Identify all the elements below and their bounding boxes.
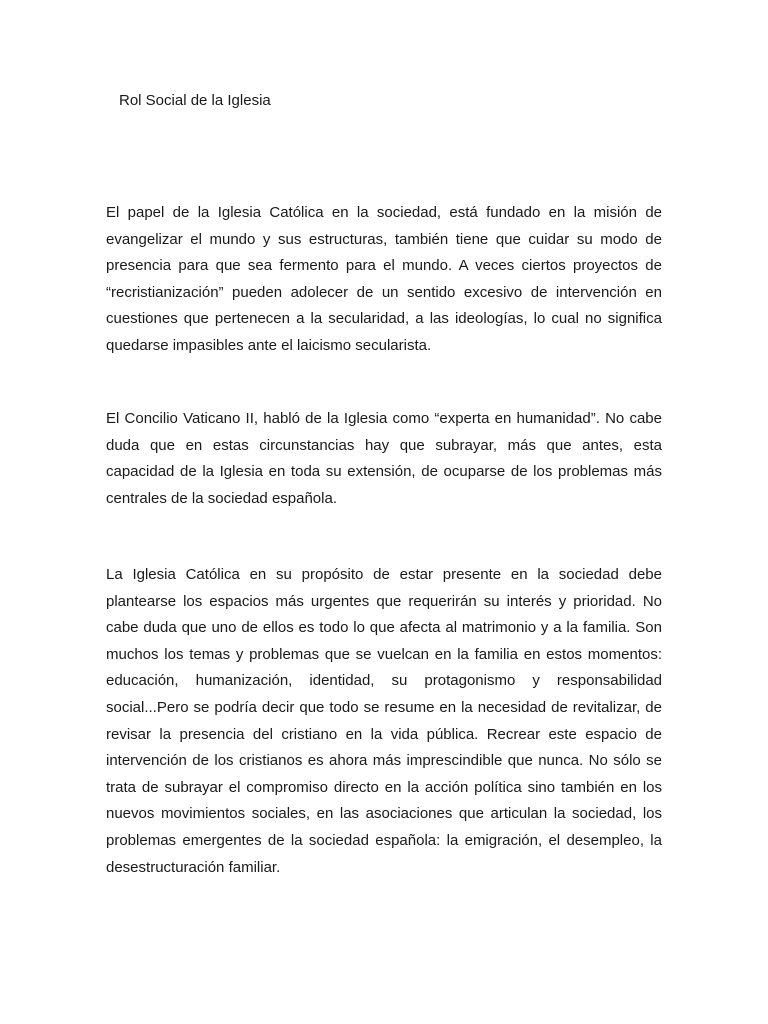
paragraph-2: El Concilio Vaticano II, habló de la Iglesia como “experta en humanidad”. No cabe duda que en estas circunstancias hay que subrayar, más que antes, esta capacidad de la Iglesia en toda su extensión, de ocuparse de los problemas más centrales de la sociedad española.	[106, 410, 662, 507]
paragraph-1: El papel de la Iglesia Católica en la sociedad, está fundado en la misión de evangelizar el mundo y sus estructuras, también tiene que cuidar su modo de presencia para que sea fermento para el mundo. A veces ciertos proyectos de “recristianización” pueden adolecer de un sentido excesivo de intervención en cuestiones que pertenecen a la secularidad, a las ideologías, lo cual no significa quedarse impasibles ante el laicismo secularista.	[106, 204, 662, 354]
paragraph-3: La Iglesia Católica en su propósito de estar presente en la sociedad debe plantearse los espacios más urgentes que requerirán su interés y prioridad. No cabe duda que uno de ellos es todo lo que afecta al matrimonio y a la familia. Son muchos los temas y problemas que se vuelcan en la familia en estos momentos: educación, humanización, identidad, su protagonismo y responsabilidad social...Pero se podría decir que todo se resume en la necesidad de revitalizar, de revisar la presencia del cristiano en la vida pública. Recrear este espacio de intervención de los cristianos es ahora más imprescindible que nunca. No sólo se trata de subrayar el compromiso directo en la acción política sino también en los nuevos movimientos sociales, en las asociaciones que articulan la sociedad, los problemas emergentes de la sociedad española: la emigración, el desempleo, la desestructuración familiar.	[106, 566, 662, 876]
document-title: Rol Social de la Iglesia	[119, 92, 271, 109]
